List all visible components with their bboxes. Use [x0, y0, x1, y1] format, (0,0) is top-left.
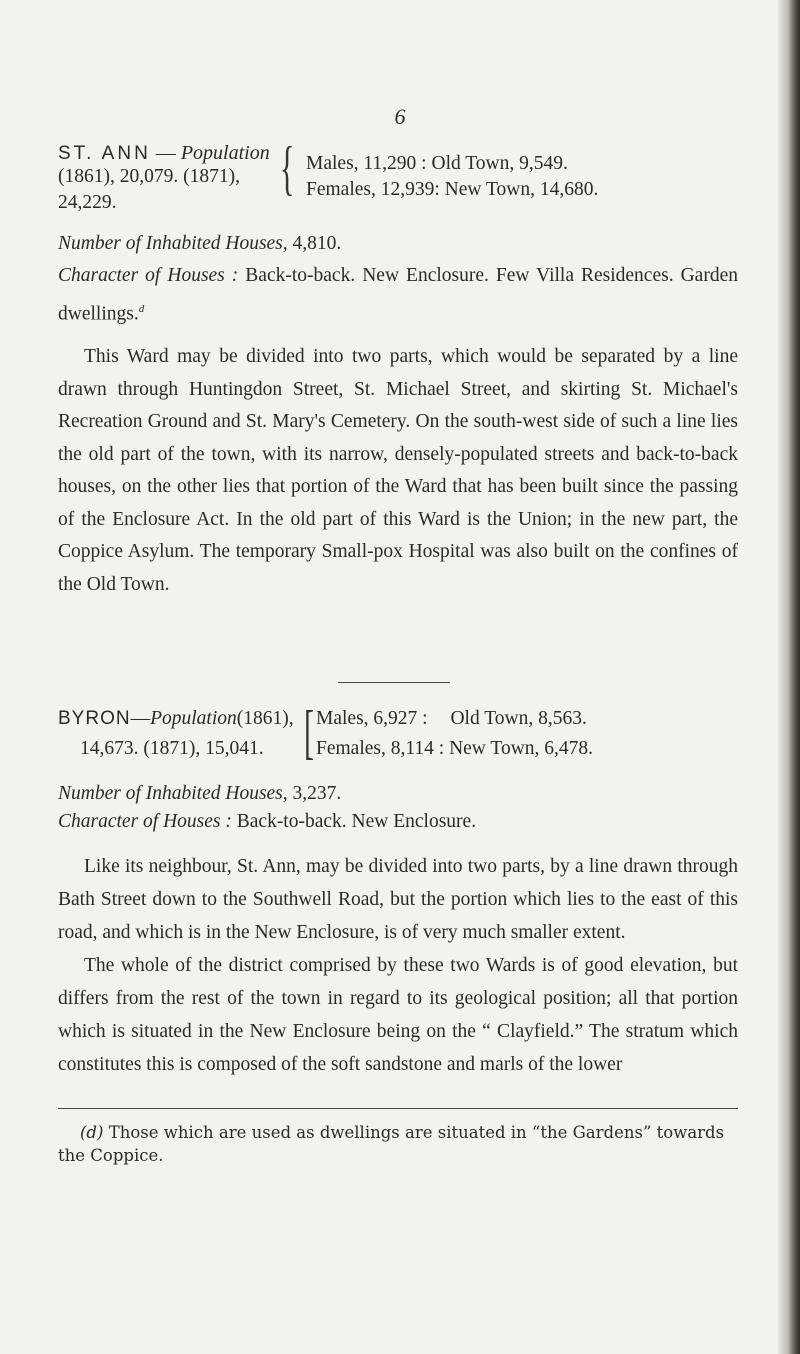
page-edge-shadow	[778, 0, 800, 1354]
byron-paragraphs	[58, 850, 738, 1081]
st-ann-pop-1871-label: (1871),	[183, 166, 240, 187]
document-page: 6 ST. ANN — Population (1861), 20,079. (1871), 24,229. { Males, 11,290 : Old Town, 9,549. Females, 12,939: New Town, 14,680. Number of Inhabited Houses, 4,810. Character of Houses : Back-to-back. New Enclosure. Few Villa Residences. Garden dwellings.$^d$ This Ward may be divided into two parts, which would be separated by a line drawn through Huntingdon Street, St. Michael Street, and skirting St. Michael's Recreation Ground and St. Mary's Cemetery. On the south-west side of such a line lies the old part of the town, with its narrow, densely-populated streets and back-to-back houses, on the other lies that portion of the Ward that has been built since the passing of the Enclosure Act. In the old part of this Ward is the Union; in the new part, the Coppice Asylum. The temporary Small-pox Hospital was also built on the confines of the Old Town. BYRON—Population(1861), 14,673. (1871), 15,041. [ Males, 6,927 : Old Town, 8,563. Females, 8,114 : New Town, 6,478. Number of Inhabited Houses, 3,237. Character of Houses : Back-to-back. New Enclosure. Like its neighbour, St. Ann, may be divided into two parts, by a line drawn through Bath Street down to the Southwell Road, but the portion which lies to the east of this road, and which is in the New Enclosure, is of very much smaller extent. The whole of the district comprised by these two Wards is of good elevation, but differs from the rest of the town in regard to its geological position; all that portion which is situated in the New Enclosure being on the “ Clayfield.” The stratum which constitutes this is composed of the soft sandstone and marls of the lower (d) Those which are used as dwellings are situated in “the Gardens” towards the Coppice.	[0, 0, 800, 1354]
byron-houses: Number of Inhabited Houses, 3,237.	[58, 783, 342, 804]
st-ann-population-label: Population	[180, 142, 270, 164]
byron-old-town: Old Town, 8,563.	[450, 708, 587, 729]
st-ann-new-town: New Town, 14,680.	[444, 179, 599, 200]
st-ann-males: Males, 11,290 :	[306, 153, 427, 174]
st-ann-females: Females, 12,939:	[306, 179, 440, 200]
byron-paragraph-2: The whole of the district comprised by these two Wards is of good elevation, but differs from the rest of the town in regard to its geological position; all that portion which is situated in the New Enclosure being on the “ Clayfield.” The stratum which constitutes this is composed of the soft sandstone and marls of the lower	[58, 955, 738, 1075]
footnote-rule	[58, 1108, 738, 1109]
st-ann-paragraph: This Ward may be divided into two parts, which would be separated by a line drawn through Huntingdon Street, St. Michael Street, and skirting St. Michael's Recreation Ground and St. Mary's Cemetery. On the south-west side of such a line lies the old part of the town, with its narrow, densely-populated streets and back-to-back houses, on the other lies that portion of the Ward that has been built since the passing of the Enclosure Act. In the old part of this Ward is the Union; in the new part, the Coppice Asylum. The temporary Small-pox Hospital was also built on the confines of the Old Town.	[58, 346, 738, 595]
ward-name-byron: BYRON	[58, 708, 131, 729]
page-number: 6	[394, 104, 406, 129]
st-ann-pop-1861: (1861), 20,079.	[58, 166, 179, 187]
byron-pop-1861-value: 14,673.	[80, 738, 139, 759]
footnote-text: Those which are used as dwellings are situated in “the Gardens” towards the Coppice.	[58, 1123, 725, 1165]
brace: {	[280, 135, 295, 201]
byron-pop-1861: (1861),	[236, 708, 294, 729]
byron-pop-1871: (1871), 15,041.	[143, 738, 264, 759]
byron-character: Character of Houses : Back-to-back. New Enclosure.	[58, 811, 477, 832]
byron-paragraph-1: Like its neighbour, St. Ann, may be divided into two parts, by a line drawn through Bath Street down to the Southwell Road, but the portion which lies to the east of this road, and which is in the New Enclosure, is of very much smaller extent.	[58, 856, 738, 943]
byron-new-town: New Town, 6,478.	[449, 738, 594, 759]
brace: [	[304, 699, 314, 765]
footnote-marker: (d)	[80, 1123, 104, 1142]
byron-population-label: Population	[150, 708, 237, 729]
byron-males: Males, 6,927 :	[316, 708, 428, 729]
byron-females: Females, 8,114 :	[316, 738, 445, 759]
ward-name-st-ann: ST. ANN	[58, 143, 151, 164]
footnote	[58, 1121, 738, 1167]
st-ann-old-town: Old Town, 9,549.	[431, 153, 568, 174]
section-divider	[338, 682, 450, 683]
st-ann-pop-1871: 24,229.	[58, 192, 117, 213]
st-ann-character: Character of Houses : Back-to-back. New Enclosure. Few Villa Residences. Garden dwellings.$^d$	[58, 265, 738, 324]
st-ann-houses: Number of Inhabited Houses, 4,810.	[58, 233, 342, 254]
